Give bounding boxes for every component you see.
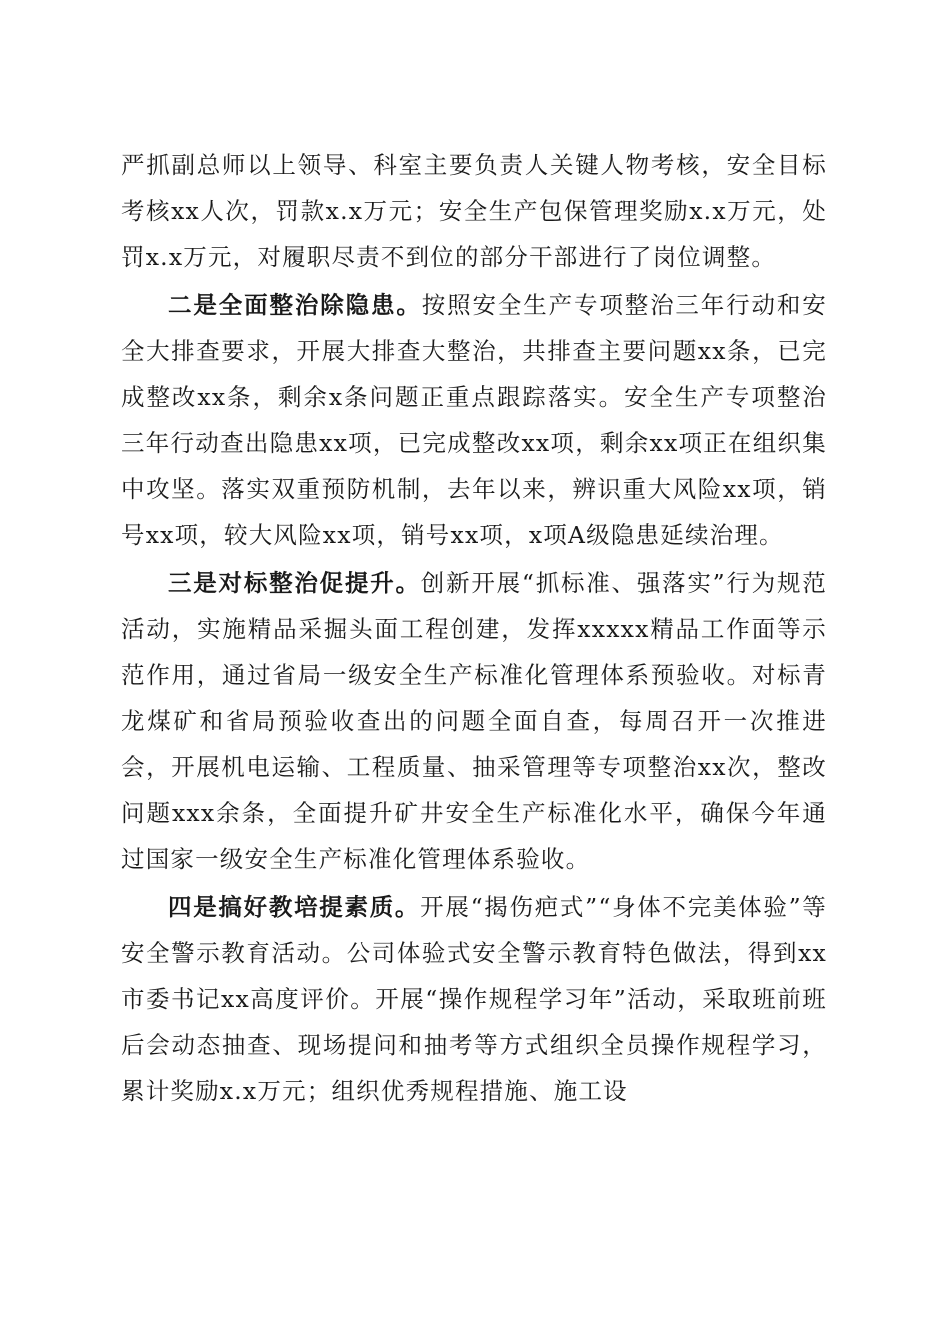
paragraph-2 bbox=[121, 282, 827, 558]
paragraph-3 bbox=[121, 560, 827, 882]
paragraph-1-text: 严抓副总师以上领导、科室主要负责人关键人物考核，安全目标考核xx人次，罚款x.x万元；安全生产包保管理奖励x.x万元，处罚x.x万元，对履职尽责不到位的部分干部进行了岗位调整。 bbox=[121, 151, 827, 271]
paragraph-3-text: 创新开展“抓标准、强落实”行为规范活动，实施精品采掘头面工程创建，发挥xxxxx精品工作面等示范作用，通过省局一级安全生产标准化管理体系预验收。对标青龙煤矿和省局预验收查出的问题全面自查，每周召开一次推进会，开展机电运输、工程质量、抽采管理等专项整治xx次，整改问题xxx余条，全面提升矿井安全生产标准化水平，确保今年通过国家一级安全生产标准化管理体系验收。 bbox=[121, 569, 827, 873]
paragraph-1 bbox=[121, 142, 827, 280]
document-body bbox=[121, 142, 827, 1116]
paragraph-2-lead: 二是全面整治除隐患。 bbox=[168, 291, 422, 319]
paragraph-4-lead: 四是搞好教培提素质。 bbox=[168, 893, 421, 921]
paragraph-4-text: 开展“揭伤疤式”“身体不完美体验”等安全警示教育活动。公司体验式安全警示教育特色做法，得到xx市委书记xx高度评价。开展“操作规程学习年”活动，采取班前班后会动态抽查、现场提问和抽考等方式组织全员操作规程学习，累计奖励x.x万元；组织优秀规程措施、施工设 bbox=[121, 893, 828, 1105]
paragraph-2-text: 按照安全生产专项整治三年行动和安全大排查要求，开展大排查大整治，共排查主要问题xx条，已完成整改xx条，剩余x条问题正重点跟踪落实。安全生产专项整治三年行动查出隐患xx项，已完成整改xx项，剩余xx项正在组织集中攻坚。落实双重预防机制，去年以来，辨识重大风险xx项，销号xx项，较大风险xx项，销号xx项，x项A级隐患延续治理。 bbox=[121, 291, 827, 549]
paragraph-4 bbox=[121, 884, 827, 1114]
paragraph-3-lead: 三是对标整治促提升。 bbox=[168, 569, 421, 597]
